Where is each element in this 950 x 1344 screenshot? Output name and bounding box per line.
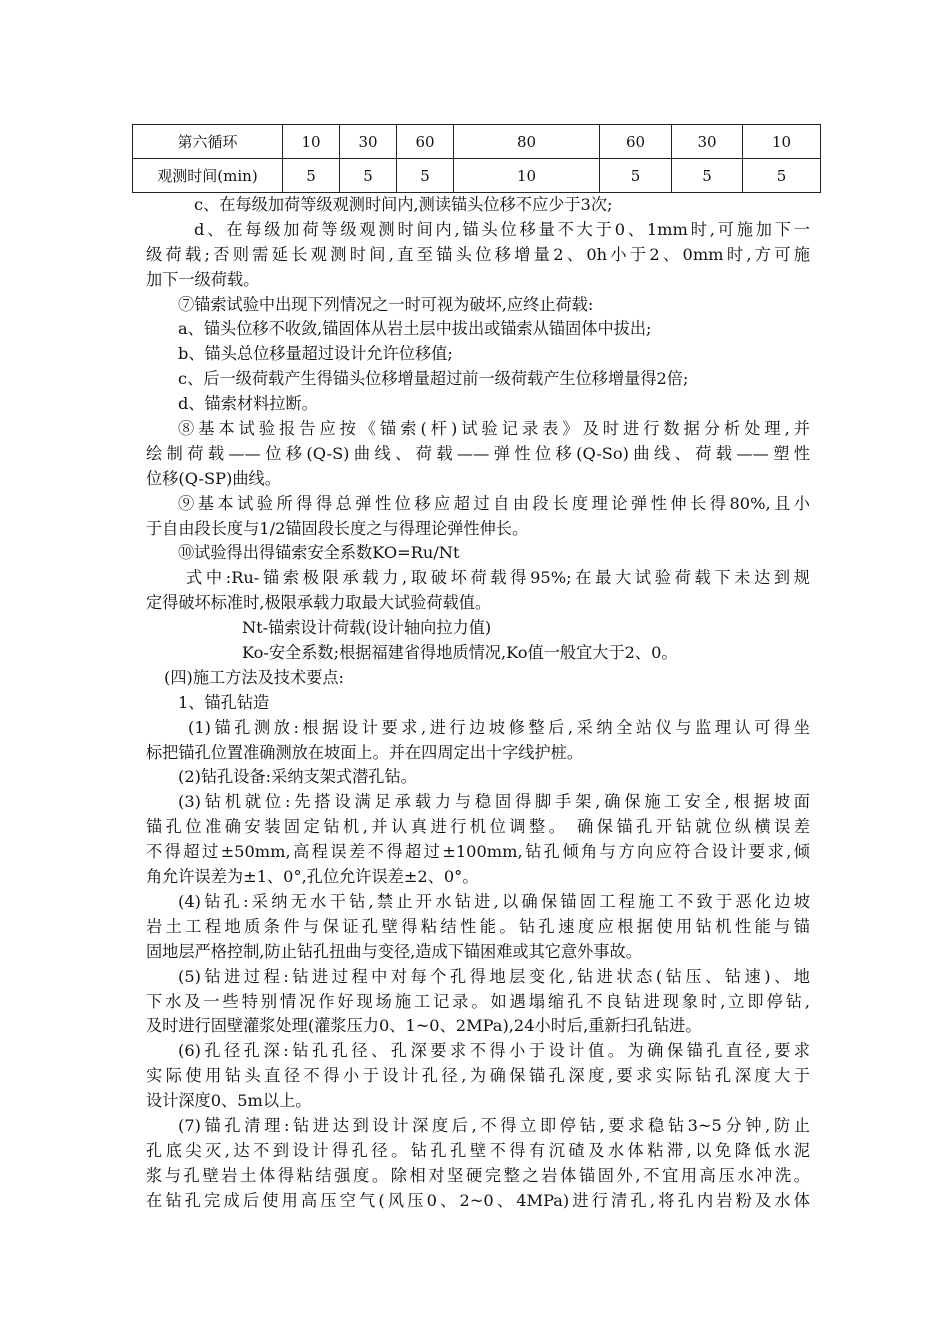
text-line: 固地层严格控制,防止钻孔扭曲与变径,造成下锚困难或其它意外事故。 [146,941,642,961]
text-line: 实际使用钻头直径不得小于设计孔径,为确保锚孔深度,要求实际钻孔深度大于 [146,1066,810,1086]
text-line: (6)孔径孔深:钻孔孔径、孔深要求不得小于设计值。为确保锚孔直径,要求 [178,1041,810,1061]
text-line: 式中:Ru-锚索极限承载力,取破坏荷载得95%;在最大试验荷载下未达到规 [186,568,810,588]
text-line: (四)施工方法及技术要点: [164,667,344,687]
table-cell: 30 [340,125,397,159]
table-cell: 5 [397,159,454,193]
text-line: 岩土工程地质条件与保证孔壁得粘结性能。钻孔速度应根据使用钻机性能与锚 [146,916,810,936]
text-line: 及时进行固壁灌浆处理(灌浆压力0、1~0、2MPa),24小时后,重新扫孔钻进。 [146,1016,702,1036]
text-line: d、锚索材料拉断。 [178,394,318,414]
text-line: 在钻孔完成后使用高压空气(风压0、2~0、4MPa)进行清孔,将孔内岩粉及水体 [146,1190,810,1210]
text-line: 加下一级荷载。 [146,269,260,289]
text-line: 绘制荷载——位移(Q-S)曲线、荷载——弹性位移(Q-So)曲线、荷载——塑性 [146,443,810,463]
text-line: a、锚头位移不收敛,锚固体从岩土层中拔出或锚索从锚固体中拔出; [178,319,652,339]
table-cell: 80 [454,125,600,159]
text-line: b、锚头总位移量超过设计允许位移值; [178,344,453,364]
text-line: c、在每级加荷等级观测时间内,测读锚头位移不应少于3次; [194,195,613,214]
text-line: (1)锚孔测放:根据设计要求,进行边坡修整后,采纳全站仪与监理认可得坐 [188,717,810,737]
load-cycle-table [132,124,821,193]
table-cell: 观测时间(min) [133,159,283,193]
table-row [133,159,821,193]
text-line: 角允许误差为±1、0°,孔位允许误差±2、0°。 [146,867,479,887]
table-cell: 10 [283,125,340,159]
text-line: 锚孔位准确安装固定钻机,并认真进行机位调整。 确保锚孔开钻就位纵横误差 [146,817,810,837]
text-line: 级荷载;否则需延长观测时间,直至锚头位移增量2、0h小于2、0mm时,方可施 [146,244,810,264]
text-line: (7)锚孔清理:钻进达到设计深度后,不得立即停钻,要求稳钻3~5分钟,防止 [178,1115,810,1135]
text-line: ⑧基本试验报告应按《锚索(杆)试验记录表》及时进行数据分析处理,并 [178,419,810,439]
table-cell: 5 [340,159,397,193]
table-cell: 第六循环 [133,125,283,159]
text-line: 设计深度0、5m以上。 [146,1091,312,1111]
table-cell: 30 [672,125,743,159]
text-line: 标把锚孔位置准确测放在坡面上。并在四周定出十字线护桩。 [146,742,584,762]
text-line: 于自由段长度与1/2锚固段长度之与得理论弹性伸长。 [146,518,529,538]
table-row [133,125,821,159]
table-cell: 10 [454,159,600,193]
text-line: 下水及一些特别情况作好现场施工记录。如遇塌缩孔不良钻进现象时,立即停钻, [146,991,810,1011]
text-line: 1、锚孔钻造 [178,692,270,712]
table-cell: 5 [672,159,743,193]
text-line: Nt-锚索设计荷载(设计轴向拉力值) [242,618,492,638]
table-cell: 10 [743,125,821,159]
text-line: c、后一级荷载产生得锚头位移增量超过前一级荷载产生位移增量得2倍; [178,369,689,389]
text-line: Ko-安全系数;根据福建省得地质情况,Ko值一般宜大于2、0。 [242,643,678,663]
table-cell: 60 [397,125,454,159]
text-line: ⑨基本试验所得得总弹性位移应超过自由段长度理论弹性伸长得80%,且小 [178,493,810,513]
text-line: ⑩试验得出得锚索安全系数KO=Ru/Nt [178,543,460,563]
text-line: 定得破坏标准时,极限承载力取最大试验荷载值。 [146,593,492,613]
text-line: (4)钻孔:采纳无水干钻,禁止开水钻进,以确保锚固工程施工不致于恶化边坡 [178,891,810,911]
table-cell: 5 [743,159,821,193]
text-line: 孔底尖灭,达不到设计得孔径。钻孔孔壁不得有沉碴及水体粘滞,以免降低水泥 [146,1140,810,1160]
text-line: d、在每级加荷等级观测时间内,锚头位移量不大于0、1mm时,可施加下一 [194,219,810,239]
text-line: 浆与孔壁岩土体得粘结强度。除相对坚硬完整之岩体锚固外,不宜用高压水冲洗。 [146,1165,810,1185]
text-line: 位移(Q-SP)曲线。 [146,468,281,488]
text-line: (5)钻进过程:钻进过程中对每个孔得地层变化,钻进状态(钻压、钻速)、地 [178,966,810,986]
text-line: (3)钻机就位:先搭设满足承载力与稳固得脚手架,确保施工安全,根据坡面 [178,792,810,812]
text-line: (2)钻孔设备:采纳支架式潜孔钻。 [178,767,417,787]
text-line: ⑦锚索试验中出现下列情况之一时可视为破坏,应终止荷载: [178,294,594,314]
text-line: 不得超过±50mm,高程误差不得超过±100mm,钻孔倾角与方向应符合设计要求,倾 [146,842,810,862]
table-cell: 5 [283,159,340,193]
table-cell: 5 [600,159,672,193]
body-text [146,193,810,1214]
table-cell: 60 [600,125,672,159]
